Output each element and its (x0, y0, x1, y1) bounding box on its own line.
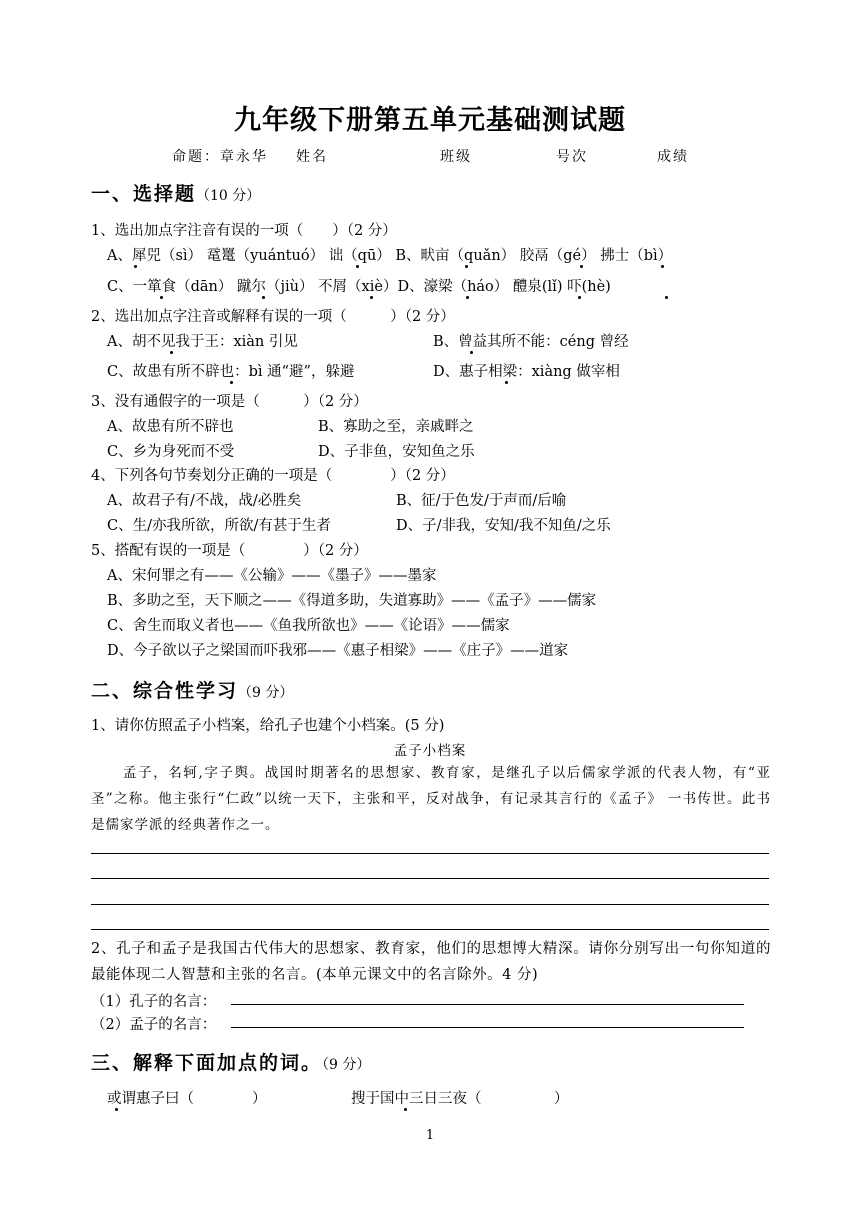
answer-line-2[interactable] (91, 878, 769, 879)
section-1-points: （10 分） (196, 188, 261, 204)
q1-options-row2: C、一箪食（dān） 蹴尔（jiù） 不屑（xiè）D、濠梁（háo） 醴泉(lǐ) 吓(hè) (107, 279, 611, 295)
kongzi-quote-blank[interactable] (231, 1004, 744, 1005)
q3-stem: 3、没有通假字的一项是（ ）（2 分） (91, 394, 368, 410)
emphasis-dot (262, 296, 265, 299)
q3-option-c: C、乡为身死而不受 (107, 444, 235, 460)
emphasis-dot (370, 296, 373, 299)
emphasis-dot (134, 265, 137, 268)
author-label: 命题：章永华 (172, 149, 268, 165)
name-label: 姓名 (296, 149, 328, 165)
answer-line-4[interactable] (91, 929, 769, 930)
mengzi-quote-blank[interactable] (231, 1027, 744, 1028)
emphasis-dot (578, 296, 581, 299)
answer-line-3[interactable] (91, 904, 769, 905)
kongzi-quote-label: （1）孔子的名言： (91, 994, 217, 1010)
q2-option-b: B、曾益其所不能：céng 曾经 (433, 334, 629, 350)
q4-option-d: D、子/非我，安知/我不知鱼/之乐 (396, 518, 611, 534)
q2-stem: 2、选出加点字注音或解释有误的一项（ ）（2 分） (91, 309, 455, 325)
emphasis-dot (505, 381, 508, 384)
q5-stem: 5、搭配有误的一项是（ ）（2 分） (91, 543, 368, 559)
emphasis-dot (356, 265, 359, 268)
emphasis-dot (661, 265, 664, 268)
section-2-points: （9 分） (238, 685, 294, 701)
s2-q2-stem: 2、孔子和孟子是我国古代伟大的思想家、教育家，他们的思想博大精深。请你分别写出一句你知道的最能体现二人智慧和主张的名言。(本单元课文中的名言除外。4 分) (91, 941, 771, 983)
emphasis-dot (580, 265, 583, 268)
q4-option-a: A、故君子有/不战，战/必胜矣 (107, 493, 302, 509)
emphasis-dot (160, 296, 163, 299)
s2-q1-stem: 1、请你仿照孟子小档案，给孔子也建个小档案。(5 分) (91, 718, 445, 734)
q2-option-c: C、故患有所不辟也：bì 通“避”，躲避 (107, 364, 355, 380)
emphasis-dot (665, 296, 668, 299)
emphasis-dot (230, 381, 233, 384)
q1-options-row1: A、犀兕（sì） 鼋鼍（yuántuó） 诎（qū） B、畎亩（quǎn） 胶鬲（gé） 拂士（bì） (107, 248, 673, 264)
section-3-points: （9 分） (322, 1057, 371, 1073)
q5-option-d: D、今子欲以子之梁国而吓我邪——《惠子相梁》——《庄子》——道家 (107, 643, 569, 659)
q3-option-b: B、寡助之至，亲戚畔之 (318, 419, 474, 435)
s3-item-2: 搜于国中三日三夜（ ） (351, 1091, 569, 1107)
class-label: 班级 (440, 149, 472, 165)
emphasis-dot (404, 1108, 407, 1111)
q4-option-c: C、生/亦我所欲，所欲/有甚于生者 (107, 518, 331, 534)
page-number: 1 (425, 1128, 435, 1143)
q2-option-d: D、惠子相梁：xiàng 做宰相 (433, 364, 620, 380)
emphasis-dot (465, 265, 468, 268)
q5-option-a: A、宋何罪之有——《公输》——《墨子》——墨家 (107, 568, 437, 584)
page-title: 九年级下册第五单元基础测试题 (234, 105, 626, 136)
q3-option-a: A、故患有所不辟也 (107, 419, 234, 435)
q5-option-c: C、舍生而取义者也——《鱼我所欲也》——《论语》——儒家 (107, 618, 510, 634)
emphasis-dot (170, 351, 173, 354)
section-1-title: 一、选择题 (91, 183, 197, 205)
q1-stem: 1、选出加点字注音有误的一项（ ）（2 分） (91, 223, 397, 239)
answer-line-1[interactable] (91, 853, 769, 854)
section-2-title: 二、综合性学习 (91, 680, 239, 702)
section-3-heading (91, 1048, 370, 1075)
q5-option-b: B、多助之至，天下顺之——《得道多助，失道寡助》——《孟子》——儒家 (107, 593, 597, 609)
emphasis-dot (115, 1108, 118, 1111)
emphasis-dot (470, 351, 473, 354)
score-label: 成绩 (657, 149, 689, 165)
section-1-heading (91, 179, 260, 206)
emphasis-dot (466, 296, 469, 299)
number-label: 号次 (556, 149, 588, 165)
q2-option-a: A、胡不见我于王：xiàn 引见 (107, 334, 298, 350)
mengzi-quote-label: （2）孟子的名言： (91, 1017, 217, 1033)
q4-stem: 4、下列各句节奏划分正确的一项是（ ）（2 分） (91, 468, 455, 484)
q4-option-b: B、征/于色发/于声而/后喻 (396, 493, 567, 509)
mengzi-profile-text: 孟子，名轲,字子舆。战国时期著名的思想家、教育家，是继孔子以后儒家学派的代表人物，有“亚圣”之称。他主张行“仁政”以统一天下，主张和平，反对战争，有记录其言行的《孟子》 一书传世。此书是儒家学派的经典著作之一。 (91, 765, 771, 833)
section-2-heading (91, 676, 293, 703)
mengzi-profile-title: 孟子小档案 (393, 743, 467, 759)
s3-item-1: 或谓惠子曰（ ） (107, 1091, 267, 1107)
section-3-title: 三、解释下面加点的词。 (91, 1052, 323, 1074)
q3-option-d: D、子非鱼，安知鱼之乐 (318, 444, 475, 460)
